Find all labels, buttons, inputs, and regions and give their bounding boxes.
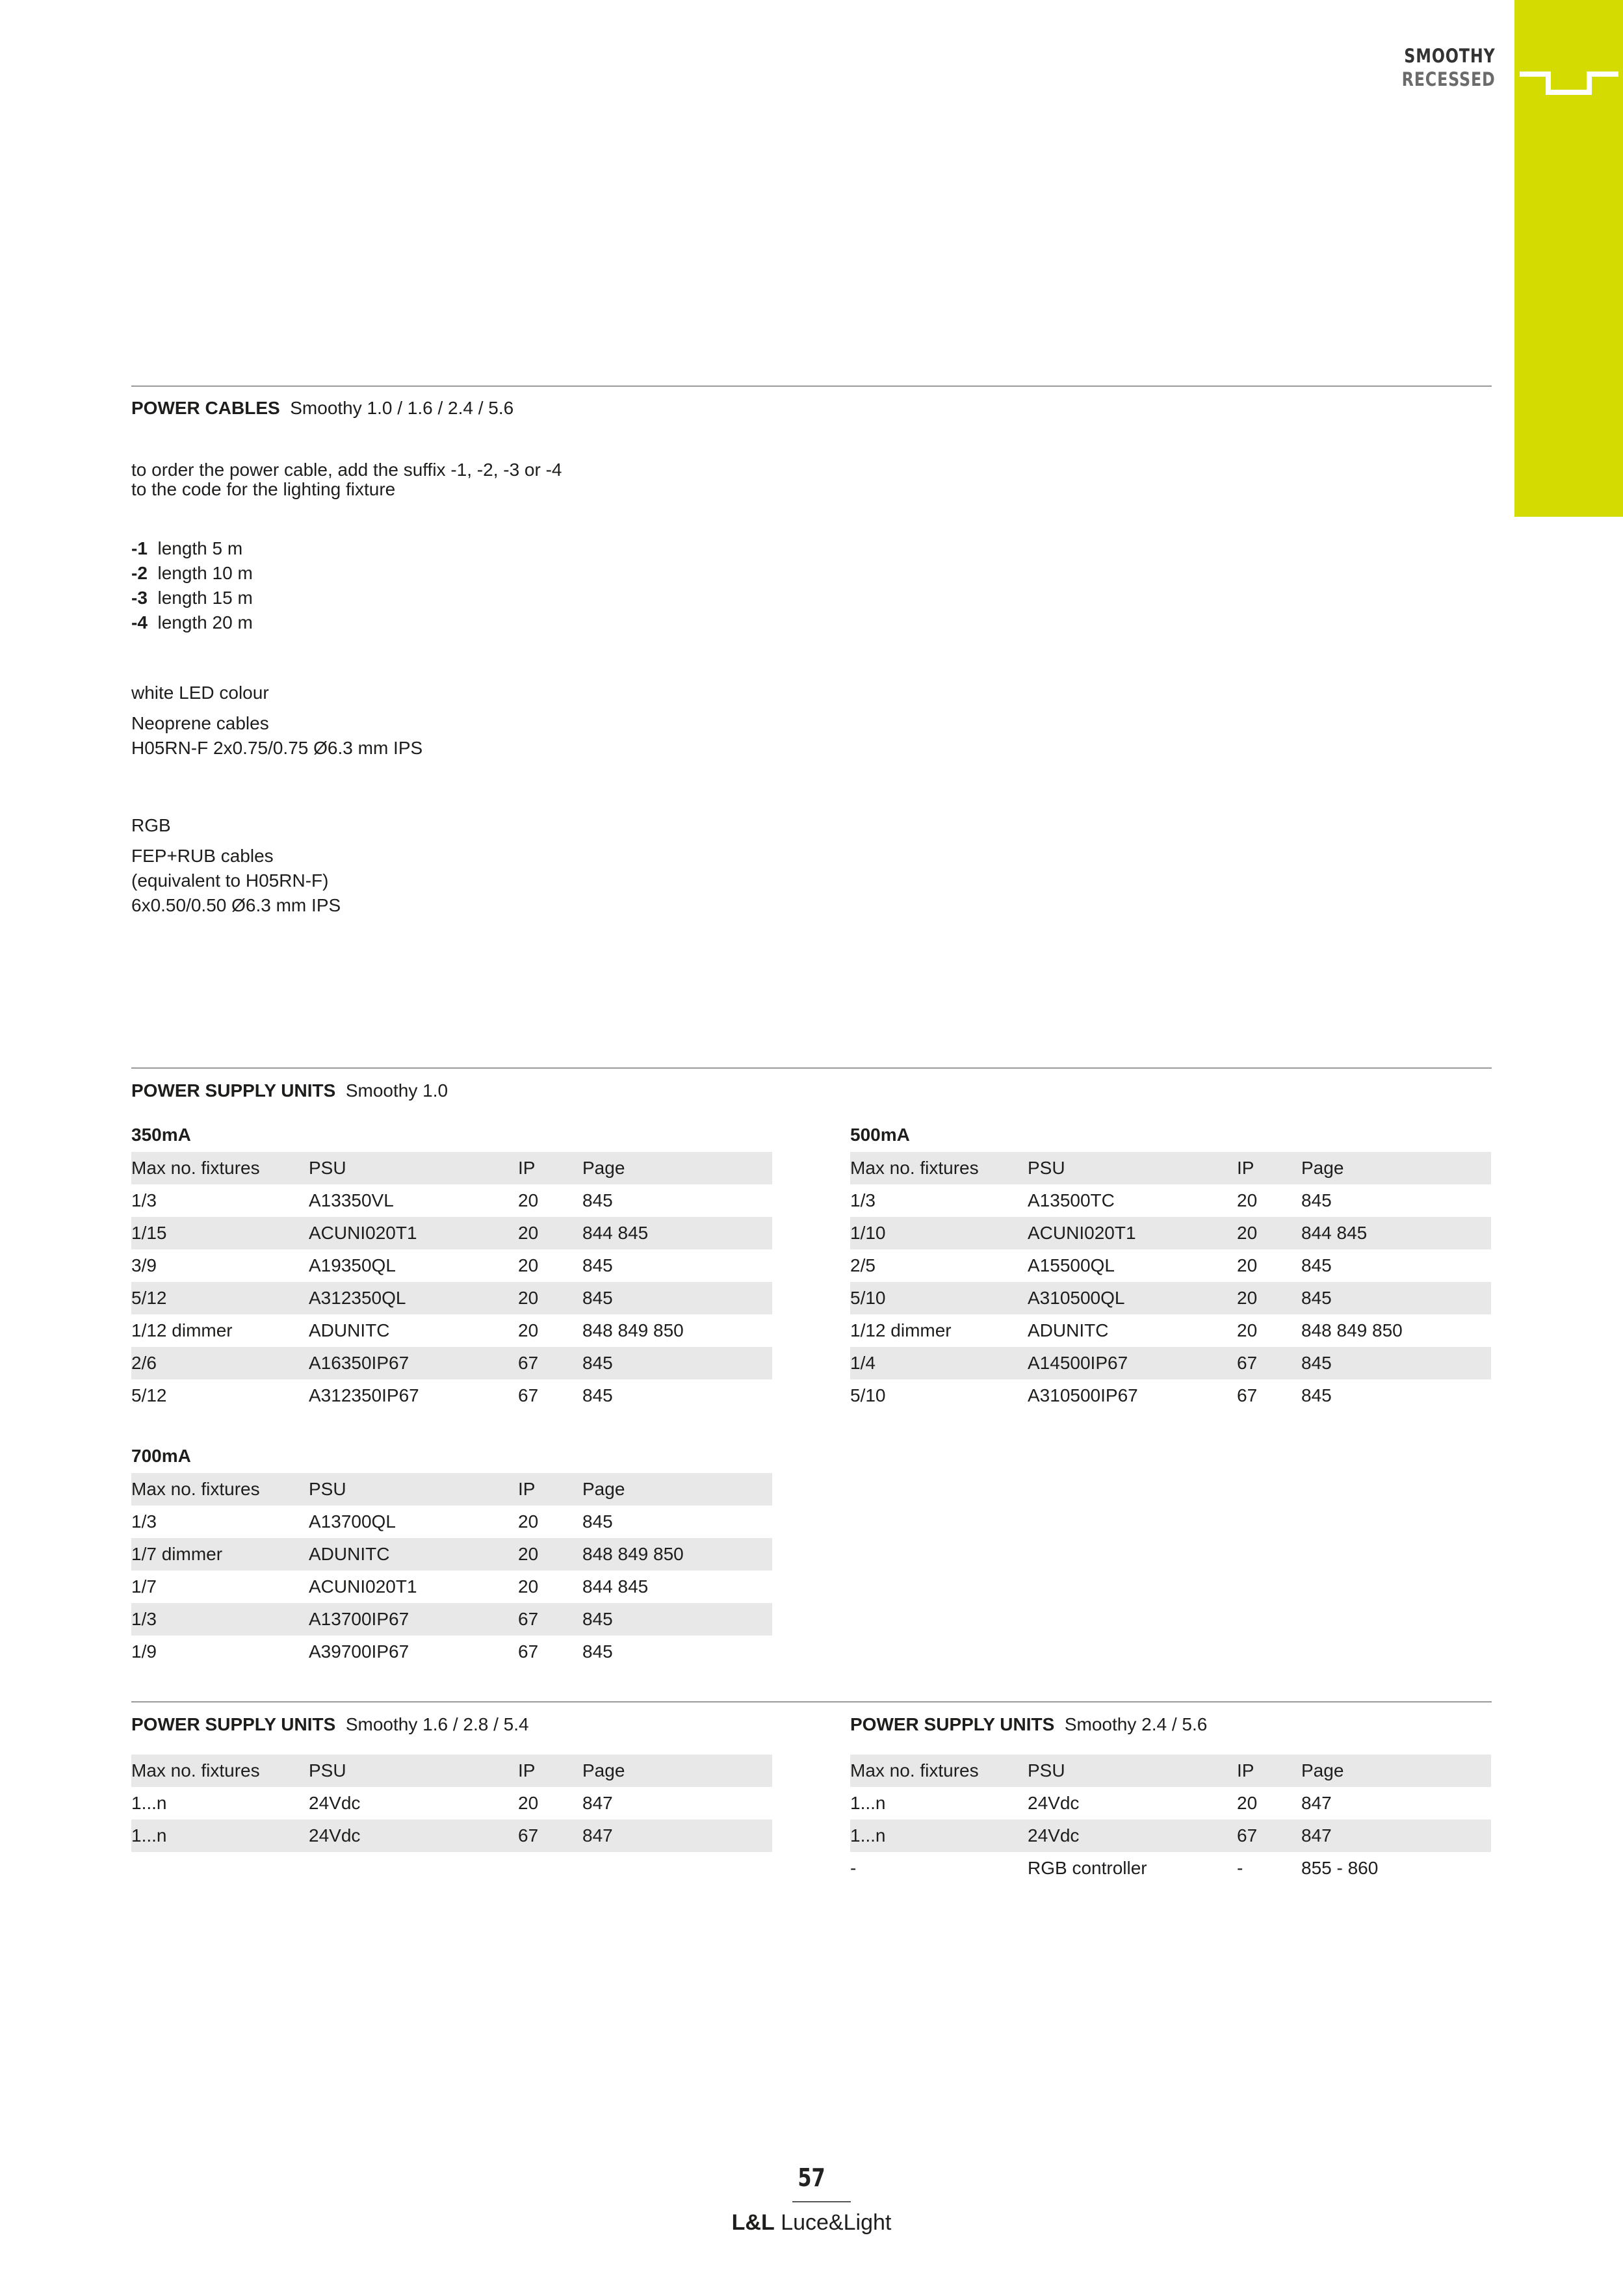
table-row bbox=[850, 1347, 1491, 1379]
max-fixtures-cell: 3/9 bbox=[131, 1255, 157, 1275]
table-row bbox=[850, 1379, 1491, 1412]
list-item: -1 length 5 m bbox=[131, 538, 243, 558]
table-row bbox=[850, 1314, 1491, 1347]
column-header: PSU bbox=[1028, 1755, 1237, 1787]
current-500-label: 500mA bbox=[850, 1125, 910, 1145]
current-350-label: 350mA bbox=[131, 1125, 191, 1145]
max-fixtures-cell: 1/3 bbox=[131, 1603, 309, 1636]
max-fixtures-cell: 1/15 bbox=[131, 1217, 309, 1249]
psu-350-table bbox=[131, 1152, 772, 1412]
psu-code-cell: A312350QL bbox=[309, 1282, 518, 1314]
section-label-line2: RECESSED bbox=[1402, 68, 1496, 90]
column-header: PSU bbox=[309, 1152, 518, 1184]
column-header: Page bbox=[1301, 1755, 1491, 1787]
table-header-row bbox=[850, 1755, 1491, 1787]
column-header: Max no. fixtures bbox=[850, 1755, 1028, 1787]
column-header: Page bbox=[582, 1755, 772, 1787]
psu-code-cell: 24Vdc bbox=[309, 1793, 361, 1813]
psu-code-cell: ACUNI020T1 bbox=[309, 1576, 417, 1597]
column-header: Max no. fixtures bbox=[131, 1473, 309, 1506]
column-header: PSU bbox=[309, 1473, 518, 1506]
psu-16-subtitle: Smoothy 1.6 / 2.8 / 5.4 bbox=[345, 1714, 529, 1734]
ip-rating-cell: 20 bbox=[1237, 1190, 1258, 1210]
max-fixtures-cell: 1/9 bbox=[131, 1641, 157, 1662]
max-fixtures-cell: 1/12 dimmer bbox=[850, 1320, 952, 1340]
page-ref-cell: 845 bbox=[582, 1255, 613, 1275]
ip-rating-cell: 20 bbox=[518, 1217, 582, 1249]
table-header-row bbox=[131, 1152, 772, 1184]
divider bbox=[131, 1067, 1492, 1069]
psu-code-cell: A310500QL bbox=[1028, 1282, 1237, 1314]
page-ref-cell: 848 849 850 bbox=[1301, 1320, 1403, 1340]
ip-rating-cell: 20 bbox=[1237, 1793, 1258, 1813]
max-fixtures-cell: 1...n bbox=[131, 1820, 309, 1852]
psu-code-cell: 24Vdc bbox=[1028, 1820, 1237, 1852]
psu-24-title: POWER SUPPLY UNITS bbox=[850, 1714, 1055, 1734]
max-fixtures-cell: 5/10 bbox=[850, 1282, 1028, 1314]
table-row bbox=[131, 1347, 772, 1379]
spec-line: Neoprene cables bbox=[131, 713, 269, 733]
psu-code-cell: ACUNI020T1 bbox=[309, 1217, 518, 1249]
psu-24-subtitle: Smoothy 2.4 / 5.6 bbox=[1064, 1714, 1208, 1734]
white-led-heading: white LED colour bbox=[131, 683, 269, 703]
spec-line: 6x0.50/0.50 Ø6.3 mm IPS bbox=[131, 895, 341, 915]
page-ref-cell: 845 bbox=[1301, 1385, 1332, 1405]
psu-code-cell: ADUNITC bbox=[1028, 1320, 1109, 1340]
max-fixtures-cell: 1/10 bbox=[850, 1217, 1028, 1249]
table-row bbox=[131, 1249, 772, 1282]
page-ref-cell: 845 bbox=[582, 1385, 613, 1405]
column-header: IP bbox=[518, 1473, 582, 1506]
ip-rating-cell: 20 bbox=[1237, 1217, 1301, 1249]
psu-code-cell: ADUNITC bbox=[309, 1538, 518, 1571]
ip-rating-cell: 20 bbox=[518, 1538, 582, 1571]
instruction-line: to order the power cable, add the suffix -1, -2, -3 or -4 bbox=[131, 460, 562, 480]
table-row bbox=[850, 1184, 1491, 1217]
section-label bbox=[1402, 44, 1496, 91]
psu-code-cell: A15500QL bbox=[1028, 1255, 1115, 1275]
table-row bbox=[131, 1636, 772, 1668]
divider bbox=[131, 385, 1492, 387]
page-ref-cell: 844 845 bbox=[582, 1576, 649, 1597]
power-cables-title: POWER CABLES bbox=[131, 398, 280, 418]
table-row bbox=[850, 1217, 1491, 1249]
footer-brand-name: Luce&Light bbox=[781, 2210, 892, 2235]
footer-brand bbox=[0, 2210, 1623, 2236]
psu-code-cell: 24Vdc bbox=[1028, 1793, 1080, 1813]
table-row bbox=[850, 1787, 1491, 1820]
column-header: Max no. fixtures bbox=[131, 1755, 309, 1787]
table-header-row bbox=[131, 1755, 772, 1787]
max-fixtures-cell: 1...n bbox=[850, 1820, 1028, 1852]
page-ref-cell: 847 bbox=[1301, 1793, 1332, 1813]
column-header: IP bbox=[1237, 1755, 1301, 1787]
page-ref-cell: 848 849 850 bbox=[582, 1320, 684, 1340]
page-ref-cell: 847 bbox=[582, 1793, 613, 1813]
psu-code-cell: A310500IP67 bbox=[1028, 1385, 1138, 1405]
list-item: -3 length 15 m bbox=[131, 588, 253, 608]
psu-16-title: POWER SUPPLY UNITS bbox=[131, 1714, 336, 1734]
page-ref-cell: 845 bbox=[582, 1190, 613, 1210]
page-ref-cell: 844 845 bbox=[1301, 1217, 1491, 1249]
spec-line: FEP+RUB cables bbox=[131, 846, 274, 866]
instruction-line: to the code for the lighting fixture bbox=[131, 479, 396, 499]
max-fixtures-cell: 1/4 bbox=[850, 1347, 1028, 1379]
column-header: IP bbox=[1237, 1152, 1301, 1184]
psu-code-cell: A16350IP67 bbox=[309, 1347, 518, 1379]
psu-code-cell: A14500IP67 bbox=[1028, 1347, 1237, 1379]
ip-rating-cell: 67 bbox=[1237, 1347, 1301, 1379]
psu-code-cell: A13500TC bbox=[1028, 1190, 1115, 1210]
table-row bbox=[850, 1282, 1491, 1314]
page-ref-cell: 845 bbox=[582, 1347, 772, 1379]
page-ref-cell: 845 bbox=[1301, 1190, 1332, 1210]
page-ref-cell: 847 bbox=[1301, 1820, 1491, 1852]
table-row bbox=[131, 1538, 772, 1571]
psu-500-table bbox=[850, 1152, 1491, 1412]
column-header: IP bbox=[518, 1755, 582, 1787]
max-fixtures-cell: 2/5 bbox=[850, 1255, 876, 1275]
table-row bbox=[850, 1820, 1491, 1852]
page-number: 57 bbox=[798, 2163, 825, 2192]
psu-16-heading bbox=[131, 1714, 529, 1735]
ip-rating-cell: 67 bbox=[518, 1347, 582, 1379]
psu-code-cell: RGB controller bbox=[1028, 1858, 1147, 1878]
max-fixtures-cell: - bbox=[850, 1858, 857, 1878]
column-header: Max no. fixtures bbox=[131, 1152, 309, 1184]
page-ref-cell: 845 bbox=[582, 1641, 613, 1662]
rgb-heading: RGB bbox=[131, 815, 171, 835]
table-row bbox=[131, 1603, 772, 1636]
max-fixtures-cell: 1...n bbox=[131, 1793, 167, 1813]
max-fixtures-cell: 5/10 bbox=[850, 1385, 886, 1405]
spec-line: H05RN-F 2x0.75/0.75 Ø6.3 mm IPS bbox=[131, 738, 423, 758]
table-header-row bbox=[850, 1152, 1491, 1184]
ip-rating-cell: 67 bbox=[518, 1820, 582, 1852]
ip-rating-cell: 67 bbox=[518, 1385, 539, 1405]
psu-24-heading bbox=[850, 1714, 1207, 1735]
page-ref-cell: 845 bbox=[582, 1511, 613, 1532]
page-ref-cell: 845 bbox=[582, 1603, 772, 1636]
psu-code-cell: A13700QL bbox=[309, 1511, 396, 1532]
table-row bbox=[131, 1787, 772, 1820]
max-fixtures-cell: 1/3 bbox=[131, 1511, 157, 1532]
ip-rating-cell: 20 bbox=[518, 1255, 539, 1275]
table-row bbox=[131, 1571, 772, 1603]
max-fixtures-cell: 1/3 bbox=[131, 1190, 157, 1210]
page-ref-cell: 844 845 bbox=[582, 1217, 772, 1249]
ip-rating-cell: 67 bbox=[518, 1641, 539, 1662]
power-cables-instruction bbox=[131, 460, 562, 499]
ip-rating-cell: 20 bbox=[518, 1793, 539, 1813]
table-row bbox=[131, 1217, 772, 1249]
table-row bbox=[850, 1249, 1491, 1282]
table-row bbox=[131, 1184, 772, 1217]
ip-rating-cell: - bbox=[1237, 1858, 1243, 1878]
table-row bbox=[131, 1506, 772, 1538]
page-ref-cell: 847 bbox=[582, 1820, 772, 1852]
ip-rating-cell: 20 bbox=[1237, 1282, 1301, 1314]
max-fixtures-cell: 1/7 bbox=[131, 1576, 157, 1597]
psu-code-cell: A312350IP67 bbox=[309, 1385, 419, 1405]
column-header: PSU bbox=[1028, 1152, 1237, 1184]
current-700-label: 700mA bbox=[131, 1446, 191, 1466]
column-header: Page bbox=[582, 1473, 772, 1506]
column-header: Max no. fixtures bbox=[850, 1152, 1028, 1184]
spec-line: (equivalent to H05RN-F) bbox=[131, 870, 329, 891]
table-header-row bbox=[131, 1473, 772, 1506]
table-row bbox=[131, 1282, 772, 1314]
divider bbox=[131, 1701, 1492, 1702]
page-ref-cell: 848 849 850 bbox=[582, 1538, 772, 1571]
page-ref-cell: 845 bbox=[1301, 1282, 1491, 1314]
footer-brand-bold: L&L bbox=[731, 2210, 775, 2235]
rgb-spec bbox=[131, 844, 341, 918]
column-header: PSU bbox=[309, 1755, 518, 1787]
page-number-rule bbox=[792, 2201, 851, 2202]
psu-code-cell: A13350VL bbox=[309, 1190, 394, 1210]
ip-rating-cell: 67 bbox=[1237, 1385, 1258, 1405]
psu-code-cell: 24Vdc bbox=[309, 1820, 518, 1852]
table-row bbox=[131, 1820, 772, 1852]
max-fixtures-cell: 5/12 bbox=[131, 1385, 167, 1405]
psu-24-table bbox=[850, 1755, 1491, 1885]
list-item: -4 length 20 m bbox=[131, 612, 253, 633]
cable-length-list bbox=[131, 536, 253, 635]
max-fixtures-cell: 5/12 bbox=[131, 1282, 309, 1314]
table-row bbox=[131, 1314, 772, 1347]
psu-code-cell: A13700IP67 bbox=[309, 1603, 518, 1636]
ip-rating-cell: 20 bbox=[518, 1511, 539, 1532]
power-cables-subtitle: Smoothy 1.0 / 1.6 / 2.4 / 5.6 bbox=[290, 398, 514, 418]
max-fixtures-cell: 1/7 dimmer bbox=[131, 1538, 309, 1571]
max-fixtures-cell: 2/6 bbox=[131, 1347, 309, 1379]
ip-rating-cell: 20 bbox=[518, 1320, 539, 1340]
section-label-line1: SMOOTHY bbox=[1404, 45, 1496, 67]
page-ref-cell: 855 - 860 bbox=[1301, 1858, 1379, 1878]
ip-rating-cell: 67 bbox=[518, 1603, 582, 1636]
psu-code-cell: ADUNITC bbox=[309, 1320, 390, 1340]
psu-code-cell: A19350QL bbox=[309, 1255, 396, 1275]
list-item: -2 length 10 m bbox=[131, 563, 253, 583]
psu-code-cell: A39700IP67 bbox=[309, 1641, 409, 1662]
column-header: Page bbox=[1301, 1152, 1491, 1184]
ip-rating-cell: 20 bbox=[518, 1576, 539, 1597]
page-ref-cell: 845 bbox=[1301, 1255, 1332, 1275]
page-ref-cell: 845 bbox=[1301, 1347, 1491, 1379]
psu-700-table bbox=[131, 1473, 772, 1668]
psu-10-heading bbox=[131, 1080, 448, 1101]
column-header: Page bbox=[582, 1152, 772, 1184]
ip-rating-cell: 20 bbox=[518, 1190, 539, 1210]
ip-rating-cell: 20 bbox=[1237, 1255, 1258, 1275]
white-led-spec bbox=[131, 711, 422, 761]
table-row bbox=[131, 1379, 772, 1412]
power-cables-heading bbox=[131, 398, 513, 419]
max-fixtures-cell: 1/12 dimmer bbox=[131, 1320, 233, 1340]
max-fixtures-cell: 1...n bbox=[850, 1793, 886, 1813]
table-row bbox=[850, 1852, 1491, 1885]
ip-rating-cell: 20 bbox=[1237, 1320, 1258, 1340]
psu-16-table bbox=[131, 1755, 772, 1852]
psu-10-subtitle: Smoothy 1.0 bbox=[345, 1080, 448, 1101]
page-ref-cell: 845 bbox=[582, 1282, 772, 1314]
max-fixtures-cell: 1/3 bbox=[850, 1190, 876, 1210]
psu-10-title: POWER SUPPLY UNITS bbox=[131, 1080, 336, 1101]
column-header: IP bbox=[518, 1152, 582, 1184]
section-notch-icon bbox=[1514, 65, 1623, 104]
ip-rating-cell: 20 bbox=[518, 1282, 582, 1314]
ip-rating-cell: 67 bbox=[1237, 1820, 1301, 1852]
psu-code-cell: ACUNI020T1 bbox=[1028, 1217, 1237, 1249]
